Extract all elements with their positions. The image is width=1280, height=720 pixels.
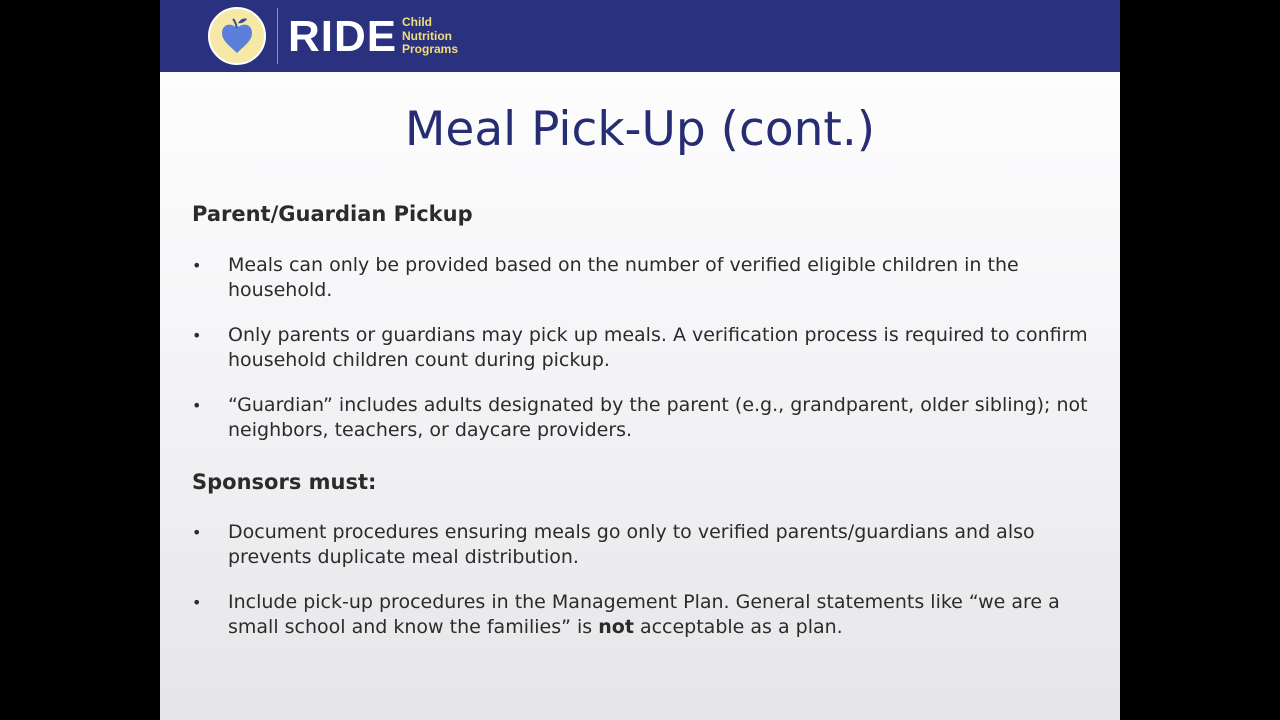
bullet-marker: • <box>192 396 202 415</box>
bullet-item <box>160 323 1120 373</box>
bullet-text: “Guardian” includes adults designated by the parent (e.g., grandparent, older sibling); not neighbors, teachers, or daycare providers. <box>228 394 1088 441</box>
apple-heart-icon <box>208 7 266 65</box>
section-heading: Sponsors must: <box>192 470 377 494</box>
logo-subtitle-line: Nutrition <box>402 28 452 43</box>
bullet-text-emphasis: not <box>598 616 634 638</box>
bullet-text: Only parents or guardians may pick up meals. A verification process is required to confirm household children count during pickup. <box>228 324 1088 371</box>
bullet-text: Document procedures ensuring meals go only to verified parents/guardians and also prevents duplicate meal distribution. <box>228 521 1035 568</box>
logo-subtitle <box>402 16 458 57</box>
bullet-list <box>160 253 1120 463</box>
bullet-item <box>160 253 1120 303</box>
bullet-marker: • <box>192 593 202 612</box>
bullet-marker: • <box>192 256 202 275</box>
logo-subtitle-line: Child <box>402 15 432 29</box>
header-banner <box>160 0 1120 72</box>
logo-divider <box>277 8 278 64</box>
bullet-text-part: acceptable as a plan. <box>633 616 843 638</box>
bullet-text <box>228 590 1090 640</box>
logo-subtitle-line: Programs <box>402 42 459 56</box>
bullet-item <box>160 393 1120 443</box>
slide-title: Meal Pick-Up (cont.) <box>404 102 876 157</box>
bullet-text: Meals can only be provided based on the number of verified eligible children in the household. <box>228 254 1019 301</box>
bullet-marker: • <box>192 523 202 542</box>
bullet-list <box>160 520 1120 660</box>
presentation-slide <box>160 0 1120 720</box>
bullet-item <box>160 590 1120 640</box>
bullet-text-part: Include pick-up procedures in the Management Plan. General statements like “we are a small school and know the families” is <box>228 591 1060 638</box>
bullet-marker: • <box>192 326 202 345</box>
logo-wordmark: RIDE <box>288 12 398 61</box>
bullet-item <box>160 520 1120 570</box>
section-heading: Parent/Guardian Pickup <box>192 202 473 226</box>
